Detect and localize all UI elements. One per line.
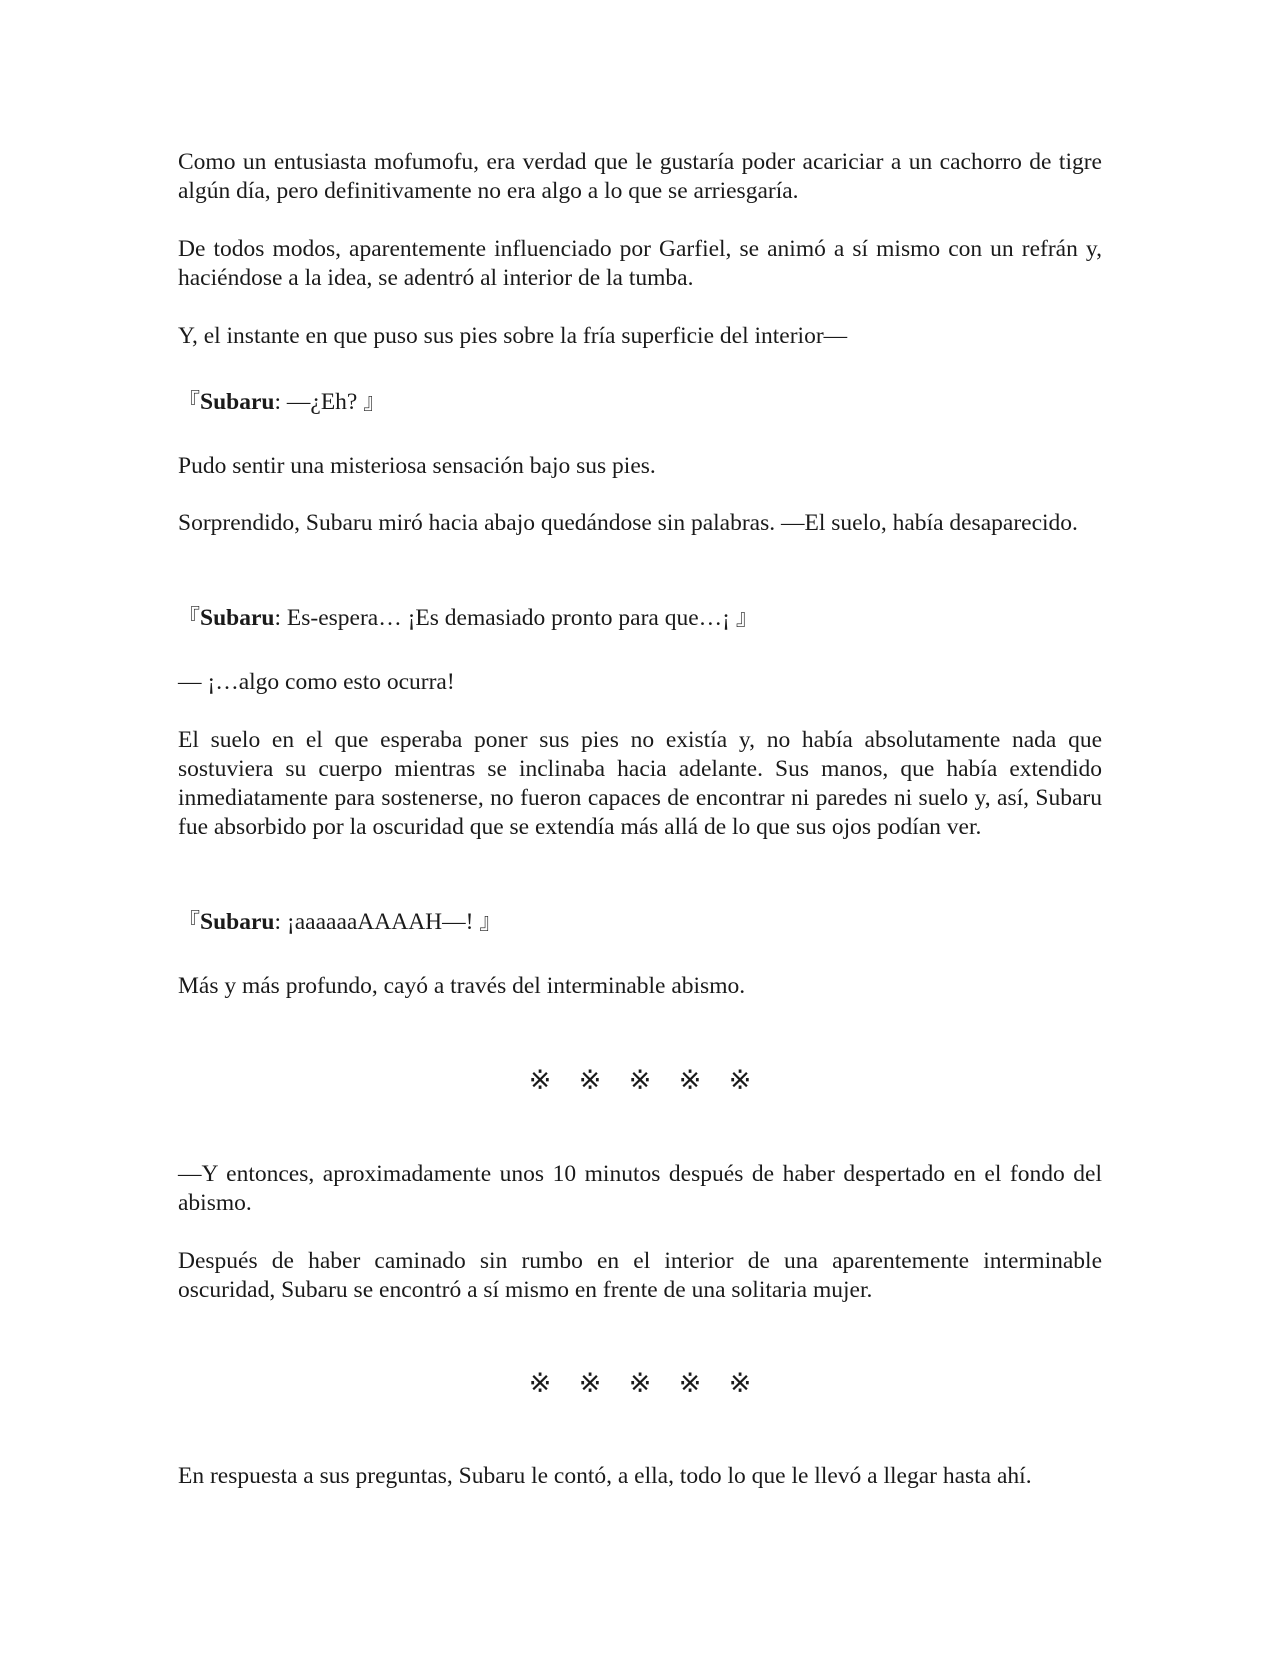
paragraph-instant: Y, el instante en que puso sus pies sobre la fría superficie del interior— [178,323,848,349]
separator-mark: ※ [628,1065,652,1096]
separator-mark: ※ [528,1368,552,1399]
speaker-colon: : [274,605,282,631]
open-bracket: 『 [178,606,201,631]
speaker-name: Subaru [200,389,275,415]
close-bracket: 』 [479,910,502,935]
scene-separator [0,1066,1280,1096]
paragraph-woman: Después de haber caminado sin rumbo en el interior de una aparentemente interminable oscuridad, Subaru se encontró a sí mismo en frente de una solitaria mujer. [178,1248,1102,1303]
separator-mark: ※ [628,1368,652,1399]
speaker-name: Subaru [200,909,275,935]
scene-separator [0,1369,1280,1399]
open-bracket: 『 [178,910,201,935]
speaker-colon: : [274,909,282,935]
separator-mark: ※ [728,1065,752,1096]
paragraph-questions: En respuesta a sus preguntas, Subaru le contó, a ella, todo lo que le llevó a llegar hasta ahí. [178,1463,1032,1489]
paragraph-sensation: Pudo sentir una misteriosa sensación bajo sus pies. [178,453,656,479]
dialog-subaru-scream [178,908,1102,937]
separator-mark: ※ [678,1065,702,1096]
paragraph-occur: — ¡…algo como esto ocurra! [178,669,455,695]
dialog-line: Es-espera… ¡Es demasiado pronto para que…¡ [281,605,736,631]
close-bracket: 』 [735,606,758,631]
close-bracket: 』 [363,390,386,415]
separator-mark: ※ [578,1368,602,1399]
separator-mark: ※ [678,1368,702,1399]
dialog-subaru-eh [178,388,1102,417]
paragraph-floor: El suelo en el que esperaba poner sus pies no existía y, no había absolutamente nada que sostuviera su cuerpo mientras se inclinaba hacia adelante. Sus manos, que había extendido inmediatamente para sostenerse, no fueron capaces de encontrar ni paredes ni suelo y, así, Subaru fue absorbido por la oscuridad que se extendía más allá de lo que sus ojos podían ver. [178,727,1102,840]
speaker-name: Subaru [200,605,275,631]
separator-mark: ※ [728,1368,752,1399]
paragraph-ten-minutes: —Y entonces, aproximadamente unos 10 minutos después de haber despertado en el fondo del abismo. [178,1161,1102,1216]
separator-mark: ※ [578,1065,602,1096]
separator-mark: ※ [528,1065,552,1096]
dialog-line: ¡aaaaaaAAAAH—! [281,909,480,935]
paragraph-tiger: Como un entusiasta mofumofu, era verdad que le gustaría poder acariciar a un cachorro de tigre algún día, pero definitivamente no era algo a lo que se arriesgaría. [178,149,1102,204]
dialog-line: —¿Eh? [281,389,364,415]
speaker-colon: : [274,389,282,415]
paragraph-deeper: Más y más profundo, cayó a través del interminable abismo. [178,973,746,999]
open-bracket: 『 [178,390,201,415]
dialog-subaru-wait [178,604,1102,633]
paragraph-garfiel: De todos modos, aparentemente influenciado por Garfiel, se animó a sí mismo con un refrán y, haciéndose a la idea, se adentró al interior de la tumba. [178,236,1102,291]
paragraph-surprised: Sorprendido, Subaru miró hacia abajo quedándose sin palabras. —El suelo, había desaparecido. [178,510,1078,536]
